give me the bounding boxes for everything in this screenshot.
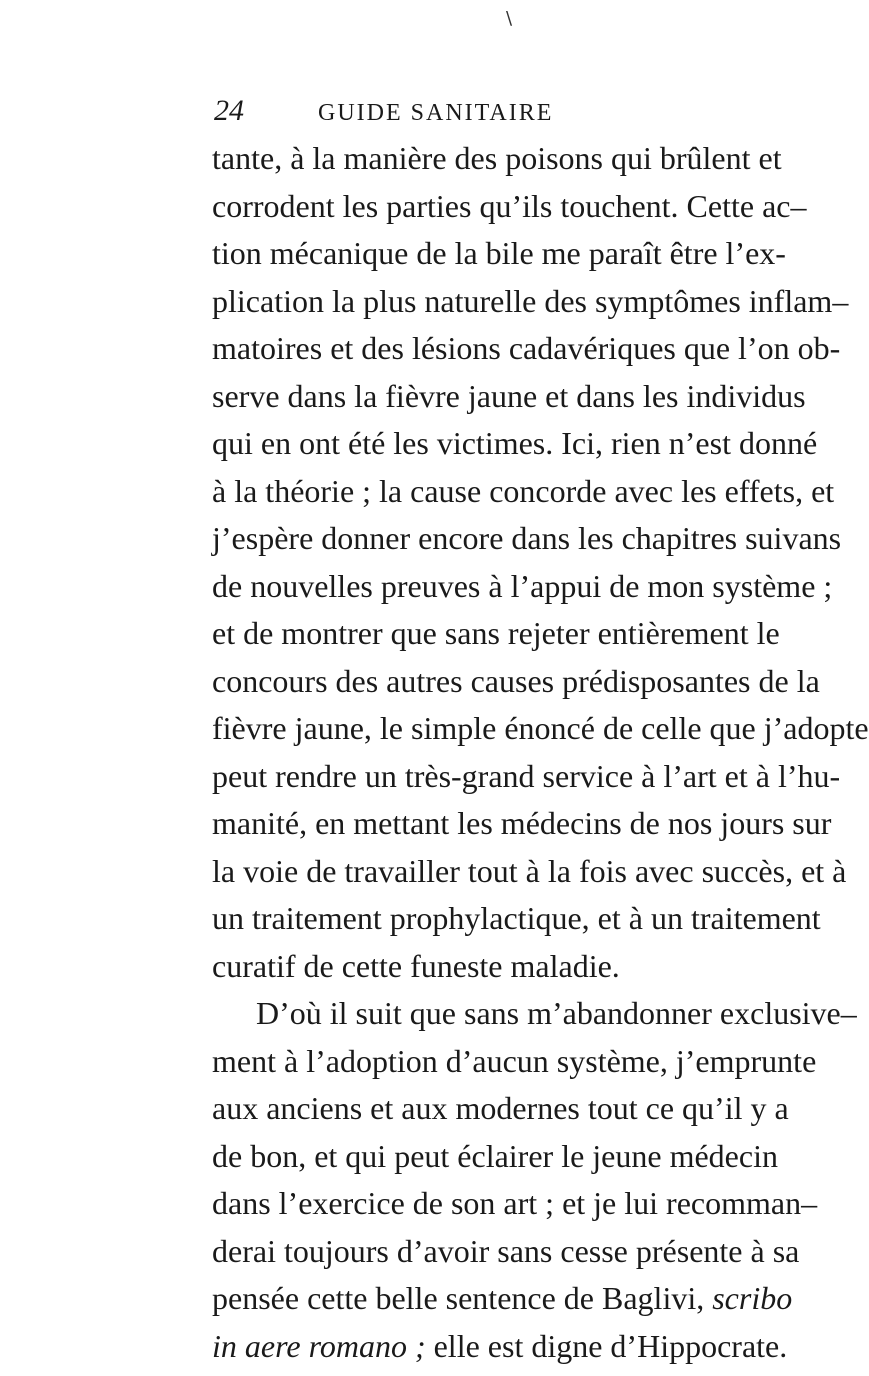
paragraph-start-line: D’où il suit que sans m’abandonner exclusive– [256, 995, 857, 1031]
text-line: derai toujours d’avoir sans cesse présente à sa [212, 1232, 800, 1269]
text-line: manité, en mettant les médecins de nos jours sur [212, 805, 832, 841]
text-line: de bon, et qui peut éclairer le jeune médecin [212, 1137, 778, 1174]
page-number: 24 [214, 94, 244, 127]
text-line: ment à l’adoption d’aucun système, j’emprunte [212, 1042, 817, 1079]
paragraph-end-line: curatif de cette funeste maladie. [212, 947, 620, 984]
text-line-with-quote [212, 1275, 793, 1323]
text-line: et de montrer que sans rejeter entièrement le [212, 615, 780, 651]
text-line: peut rendre un très-grand service à l’art et à l’hu- [212, 757, 841, 794]
running-title: GUIDE SANITAIRE [318, 100, 554, 126]
text-line: tante, à la manière des poisons qui brûlent et [212, 140, 782, 176]
text-line: matoires et des lésions cadavériques que l’on ob- [212, 330, 841, 366]
line-text: pensée cette belle sentence de Baglivi, [212, 1280, 705, 1316]
text-line: de nouvelles preuves à l’appui de mon système ; [212, 567, 833, 604]
body-text [212, 135, 869, 1370]
latin-quote-end: in aere romano ; [212, 1327, 426, 1364]
text-line: plication la plus naturelle des symptômes inflam– [212, 282, 849, 319]
text-line: qui en ont été les victimes. Ici, rien n’est donné [212, 425, 818, 461]
text-line: corrodent les parties qu’ils touchent. Cette ac– [212, 187, 807, 224]
text-line: dans l’exercice de son art ; et je lui recomman– [212, 1185, 818, 1221]
text-line: la voie de travailler tout à la fois avec succès, et à [212, 852, 847, 889]
final-line [212, 1323, 788, 1371]
latin-quote-start: scribo [712, 1280, 793, 1316]
text-line: fièvre jaune, le simple énoncé de celle que j’adopte [212, 710, 869, 746]
text-line: à la théorie ; la cause concorde avec les effets, et [212, 472, 835, 509]
text-line: j’espère donner encore dans les chapitres suivans [212, 520, 842, 556]
text-line: tion mécanique de la bile me paraît être l’ex- [212, 235, 786, 271]
text-line: aux anciens et aux modernes tout ce qu’il y a [212, 1090, 789, 1126]
text-line: serve dans la fièvre jaune et dans les individus [212, 377, 806, 414]
text-line: un traitement prophylactique, et à un traitement [212, 900, 821, 936]
text-line: concours des autres causes prédisposantes de la [212, 662, 820, 699]
final-line-text: elle est digne d’Hippocrate. [425, 1327, 788, 1364]
page-header [0, 94, 800, 134]
top-margin-mark: \ [506, 8, 513, 29]
